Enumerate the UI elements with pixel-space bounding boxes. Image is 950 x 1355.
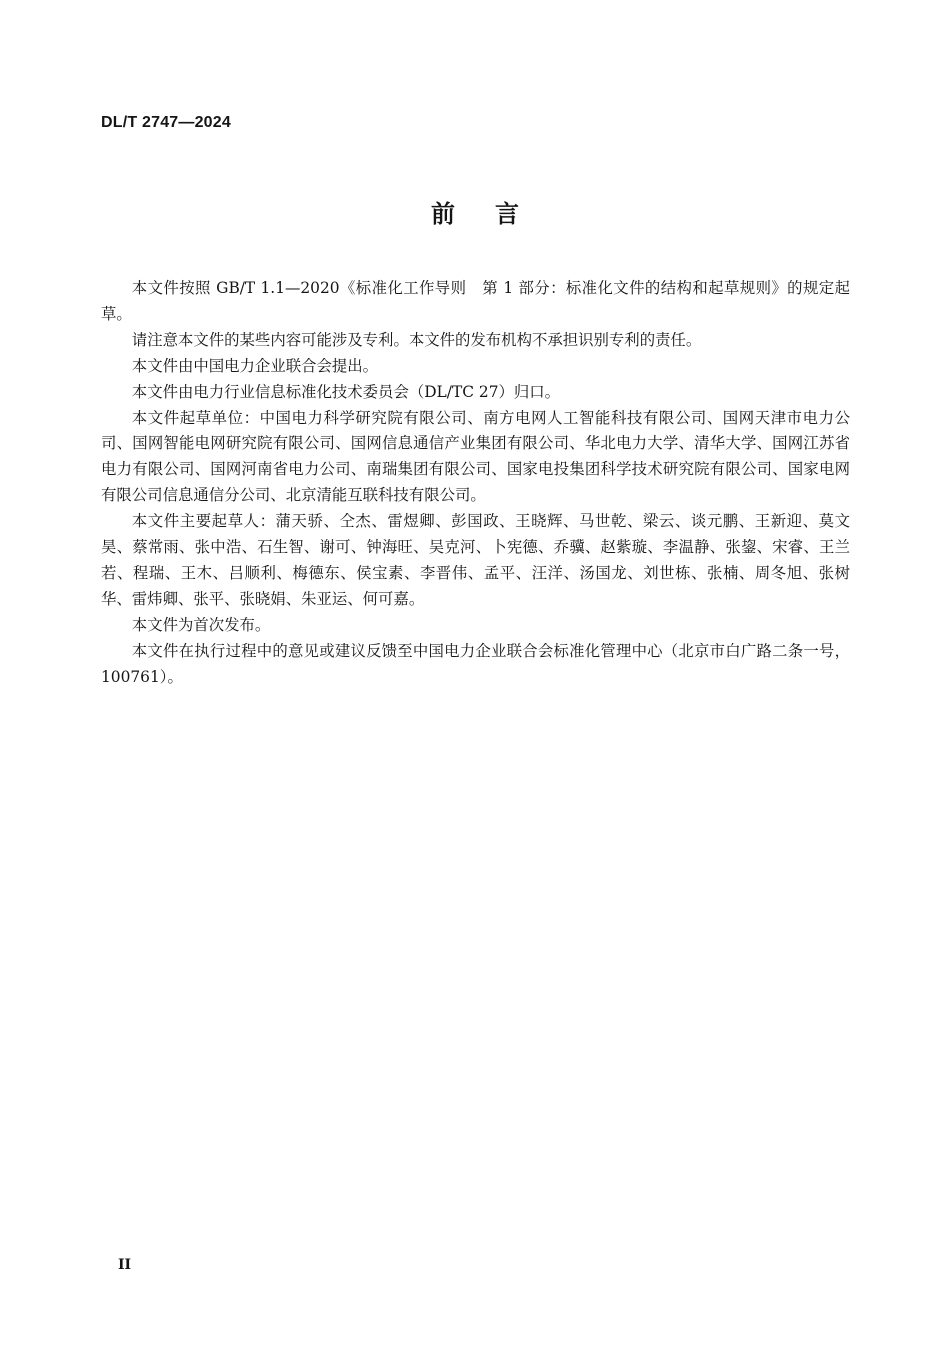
paragraph-proposer: 本文件由中国电力企业联合会提出。	[131, 356, 379, 375]
document-code: DL/T 2747—2024	[101, 114, 231, 131]
paragraph-patent-notice: 请注意本文件的某些内容可能涉及专利。本文件的发布机构不承担识别专利的责任。	[131, 330, 702, 349]
foreword-body	[101, 276, 850, 691]
page-number: II	[118, 1257, 132, 1273]
paragraph-drafters: 本文件主要起草人：蒲天骄、仝杰、雷煜卿、彭国政、王晓辉、马世乾、梁云、谈元鹏、王新迎、莫文昊、蔡常雨、张中浩、石生智、谢可、钟海旺、吴克河、卜宪德、乔骥、赵紫璇、李温静、张鋆、宋睿、王兰若、程瑞、王木、吕顺利、梅德东、侯宝素、李晋伟、孟平、汪洋、汤国龙、刘世栋、张楠、周冬旭、张树华、雷炜卿、张平、张晓娟、朱亚运、何可嘉。	[101, 512, 850, 608]
section-title: 前言	[431, 200, 559, 228]
paragraph-drafting-units: 本文件起草单位：中国电力科学研究院有限公司、南方电网人工智能科技有限公司、国网天津市电力公司、国网智能电网研究院有限公司、国网信息通信产业集团有限公司、华北电力大学、清华大学、国网江苏省电力有限公司、国网河南省电力公司、南瑞集团有限公司、国家电投集团科学技术研究院有限公司、国家电网有限公司信息通信分公司、北京清能互联科技有限公司。	[101, 408, 850, 505]
paragraph-first-release: 本文件为首次发布。	[131, 615, 271, 634]
paragraph-feedback: 本文件在执行过程中的意见或建议反馈至中国电力企业联合会标准化管理中心（北京市白广路二条一号，100761）。	[101, 641, 850, 686]
paragraph-committee: 本文件由电力行业信息标准化技术委员会（DL/TC 27）归口。	[131, 382, 561, 401]
paragraph-drafting-rules: 本文件按照 GB/T 1.1—2020《标准化工作导则 第 1 部分：标准化文件的结构和起草规则》的规定起草。	[101, 279, 850, 323]
